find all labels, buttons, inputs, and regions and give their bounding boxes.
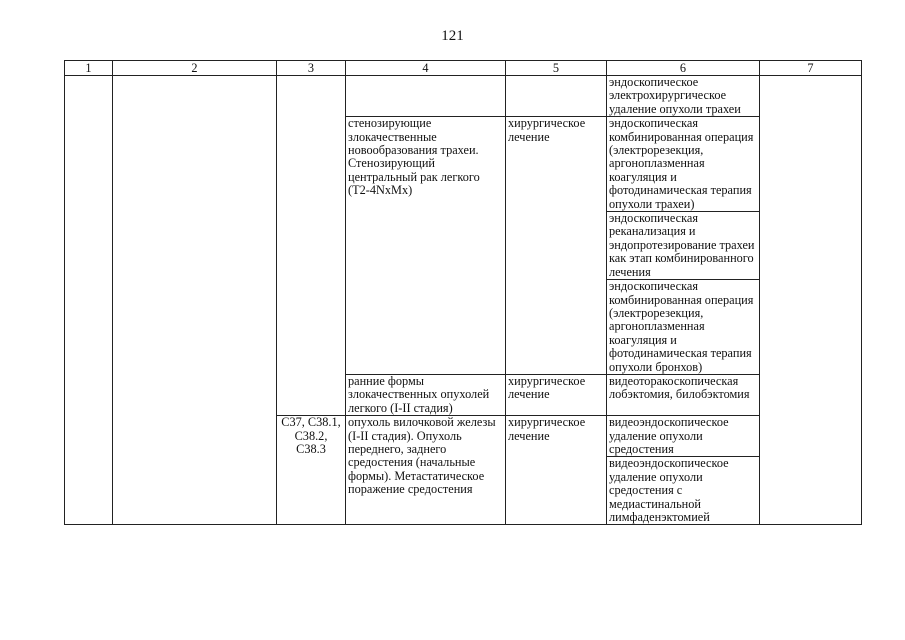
method-cell: видеоэндоскопическое удаление опухоли средостения с медиастинальной лимфаденэктомией	[607, 457, 760, 525]
col3-cell	[277, 76, 346, 416]
header-col-1: 1	[65, 61, 113, 76]
method-cell: эндоскопическое электрохирургическое удаление опухоли трахеи	[607, 76, 760, 117]
header-col-3: 3	[277, 61, 346, 76]
header-col-2: 2	[113, 61, 277, 76]
treatment-cell	[506, 76, 607, 117]
diagnosis-cell	[346, 76, 506, 117]
medical-procedures-table	[64, 60, 862, 525]
col7-cell	[760, 76, 862, 525]
col1-cell	[65, 76, 113, 525]
method-cell: видеоторакоскопическая лобэктомия, билобэктомия	[607, 374, 760, 415]
header-col-4: 4	[346, 61, 506, 76]
codes-cell: C37, C38.1, C38.2, C38.3	[277, 416, 346, 525]
diagnosis-cell: опухоль вилочковой железы (I-II стадия). Опухоль переднего, заднего средостения (начальные формы). Метастатическое поражение средостения	[346, 416, 506, 525]
treatment-cell: хирургическое лечение	[506, 374, 607, 415]
header-col-5: 5	[506, 61, 607, 76]
method-cell: эндоскопическая комбинированная операция (электрорезекция, аргоноплазменная коагуляция и фотодинамическая терапия опухоли бронхов)	[607, 280, 760, 375]
table-row	[65, 76, 862, 117]
treatment-cell: хирургическое лечение	[506, 117, 607, 375]
page-number: 121	[441, 28, 464, 44]
method-cell: эндоскопическая реканализация и эндопротезирование трахеи как этап комбинированного лечения	[607, 212, 760, 280]
diagnosis-cell: стенозирующие злокачественные новообразования трахеи. Стенозирующий центральный рак легкого (T2-4NxMx)	[346, 117, 506, 375]
header-col-7: 7	[760, 61, 862, 76]
header-col-6: 6	[607, 61, 760, 76]
method-cell: видеоэндоскопическое удаление опухоли средостения	[607, 416, 760, 457]
treatment-cell: хирургическое лечение	[506, 416, 607, 525]
col2-cell	[113, 76, 277, 525]
diagnosis-cell: ранние формы злокачественных опухолей легкого (I-II стадия)	[346, 374, 506, 415]
header-row	[65, 61, 862, 76]
method-cell: эндоскопическая комбинированная операция (электрорезекция, аргоноплазменная коагуляция и фотодинамическая терапия опухоли трахеи)	[607, 117, 760, 212]
